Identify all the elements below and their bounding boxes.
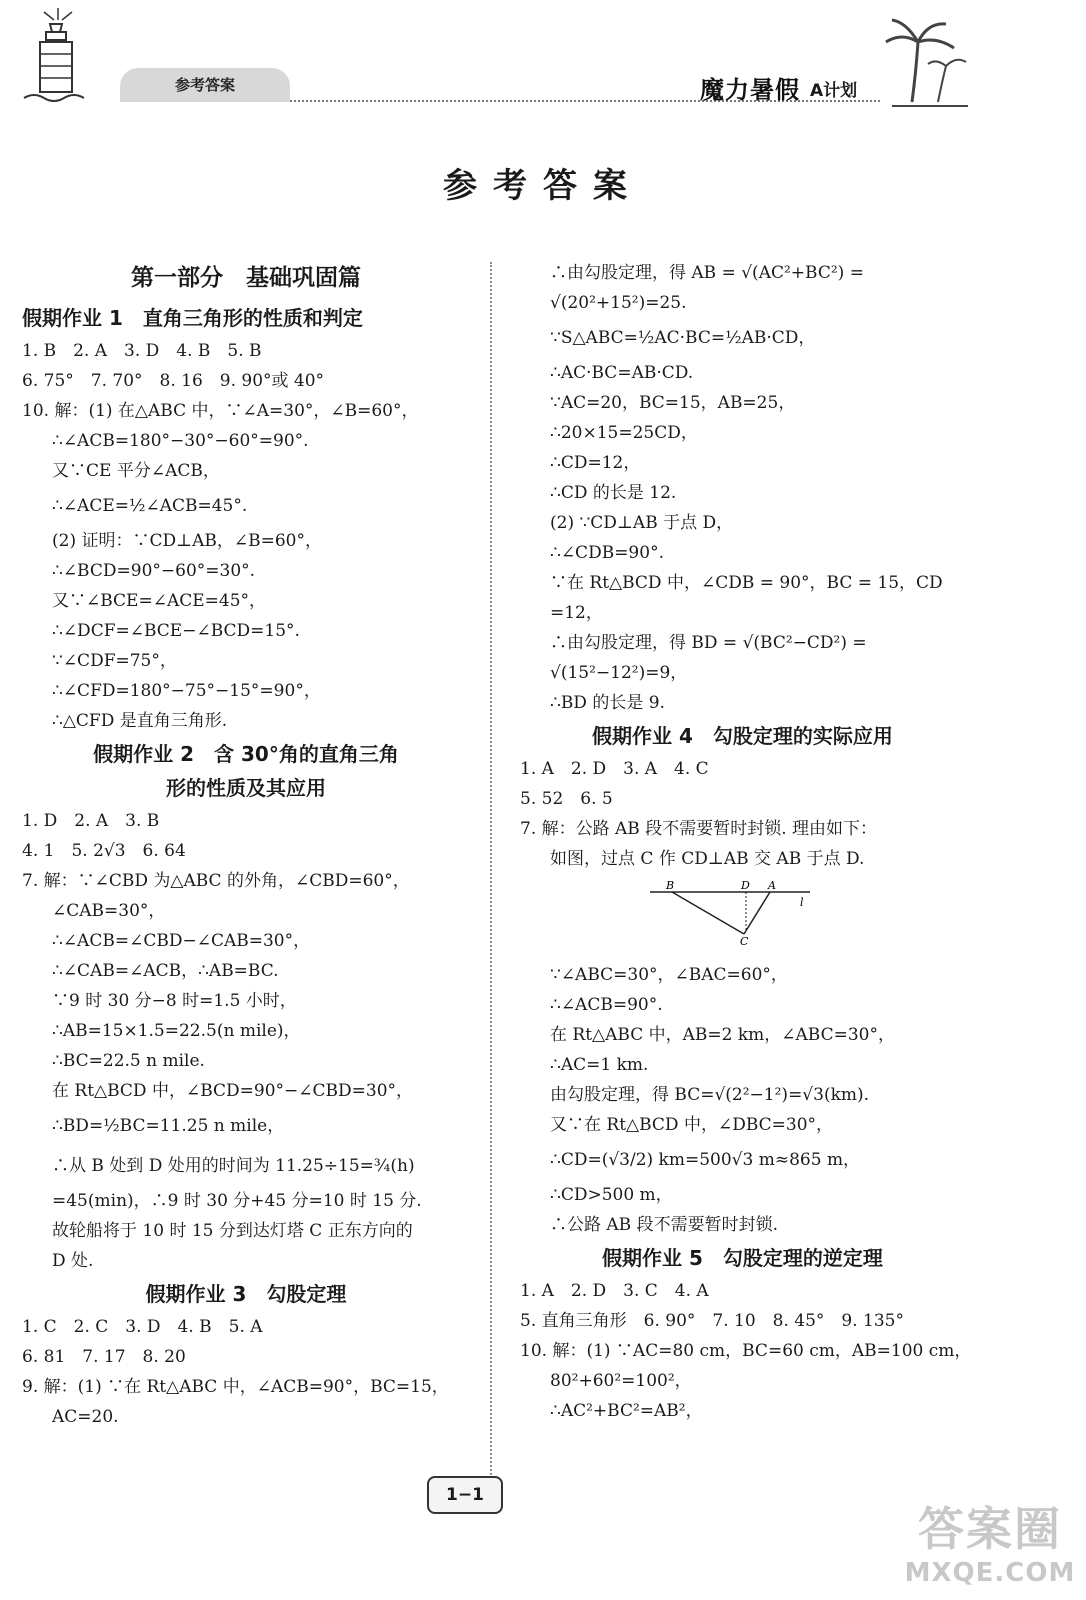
answer-line: ∴∠CDB=90°. — [550, 543, 664, 563]
answer-line: 又∵CE 平分∠ACB， — [52, 461, 220, 481]
section-heading-3: 假期作业 3 勾股定理 — [145, 1282, 347, 1306]
answer-line: √(15²−12²)=9， — [550, 663, 688, 683]
brand-suffix: A计划 — [810, 81, 858, 101]
figure-label-b: B — [666, 879, 675, 892]
answer-line: ∴公路 AB 段不需要暂时封锁. — [550, 1215, 778, 1235]
answer-line: ∵∠CDF=75°， — [52, 651, 177, 671]
answer-line: ∴由勾股定理，得 BD = √(BC²−CD²) = — [550, 633, 867, 653]
right-column — [520, 258, 972, 1426]
column-divider — [490, 262, 492, 1482]
answer-line: =45(min)，∴9 时 30 分+45 分=10 时 15 分. — [52, 1191, 422, 1211]
answer-line: 又∵∠BCE=∠ACE=45°， — [52, 591, 267, 611]
answer-line: 由勾股定理，得 BC=√(2²−1²)=√3(km). — [550, 1085, 870, 1105]
answer-line: ∠CAB=30°， — [52, 901, 166, 921]
answer-line: ∴AC·BC=AB·CD. — [550, 363, 694, 383]
answer-line: ∴∠BCD=90°−60°=30°. — [52, 561, 256, 581]
geometry-figure — [650, 878, 820, 946]
answer-line: ∴BD=½BC=11.25 n mile， — [52, 1116, 285, 1136]
answer-line: 5. 52 6. 5 — [520, 789, 613, 809]
part-title: 第一部分 基础巩固篇 — [131, 265, 361, 291]
watermark — [900, 1500, 1080, 1588]
section-heading-2: 假期作业 2 含 30°角的直角三角 — [93, 742, 399, 766]
answer-line: ∴AC=1 km. — [550, 1055, 649, 1075]
page-header — [0, 0, 1086, 120]
answer-line: ∵S△ABC=½AC·BC=½AB·CD， — [550, 328, 816, 348]
answer-line: ∴BC=22.5 n mile. — [52, 1051, 205, 1071]
answer-line: ∴从 B 处到 D 处用的时间为 11.25÷15=¾(h) — [52, 1156, 415, 1176]
answer-line: ∴CD>500 m， — [550, 1185, 673, 1205]
answer-line: ∴△CFD 是直角三角形. — [52, 711, 228, 731]
answer-line: D 处. — [52, 1251, 94, 1271]
answer-line: ∴CD=(√3/2) km=500√3 m≈865 m， — [550, 1150, 861, 1170]
answer-line: ∴∠CFD=180°−75°−15°=90°， — [52, 681, 321, 701]
figure-label-a: A — [768, 879, 776, 892]
answer-line: ∴BD 的长是 9. — [550, 693, 665, 713]
figure-label-l: l — [800, 896, 804, 909]
answer-line: ∵AC=20，BC=15，AB=25， — [550, 393, 796, 413]
lighthouse-icon — [10, 2, 100, 112]
watermark-text: 答案圈 — [918, 1502, 1062, 1556]
page-number: 1−1 — [427, 1476, 503, 1514]
section-heading-2-cont: 形的性质及其应用 — [166, 776, 326, 800]
answer-line: ∵9 时 30 分−8 时=1.5 小时， — [52, 991, 297, 1011]
answer-line: (2) ∵CD⊥AB 于点 D， — [550, 513, 734, 533]
answer-line: ∴由勾股定理，得 AB = √(AC²+BC²) = — [550, 263, 864, 283]
answer-line: 又∵在 Rt△BCD 中，∠DBC=30°， — [550, 1115, 834, 1135]
answer-line: 故轮船将于 10 时 15 分到达灯塔 C 正东方向的 — [52, 1221, 413, 1241]
answer-line: ∴∠ACB=∠CBD−∠CAB=30°， — [52, 931, 311, 951]
answer-line: ∴∠ACB=90°. — [550, 995, 663, 1015]
answer-line: 7. 解：公路 AB 段不需要暂时封锁. 理由如下： — [520, 819, 878, 839]
answer-line: ∵在 Rt△BCD 中，∠CDB = 90°，BC = 15，CD — [550, 573, 943, 593]
answer-line: 10. 解：(1) ∵AC=80 cm，BC=60 cm，AB=100 cm， — [520, 1341, 972, 1361]
answer-line: ∴∠CAB=∠ACB，∴AB=BC. — [52, 961, 279, 981]
answer-line: 1. D 2. A 3. B — [22, 811, 160, 831]
answer-line: 10. 解：(1) 在△ABC 中，∵∠A=30°，∠B=60°， — [22, 401, 419, 421]
page-title: 参考答案 — [443, 166, 643, 206]
answer-line: 1. C 2. C 3. D 4. B 5. A — [22, 1317, 263, 1337]
brand-name: 魔力暑假 — [700, 76, 800, 104]
answer-line: 5. 直角三角形 6. 90° 7. 10 8. 45° 9. 135° — [520, 1311, 904, 1331]
answer-line: 在 Rt△BCD 中，∠BCD=90°−∠CBD=30°， — [52, 1081, 414, 1101]
section-heading-1: 假期作业 1 直角三角形的性质和判定 — [22, 306, 363, 330]
answer-line: AC=20. — [52, 1407, 119, 1427]
answer-line: (2) 证明：∵CD⊥AB，∠B=60°， — [52, 531, 322, 551]
answer-line: 1. A 2. D 3. A 4. C — [520, 759, 709, 779]
palm-tree-icon — [872, 2, 972, 112]
answer-line: ∵∠ABC=30°，∠BAC=60°， — [550, 965, 788, 985]
answer-line: 6. 81 7. 17 8. 20 — [22, 1347, 186, 1367]
answer-line: =12， — [550, 603, 603, 623]
answer-line: 4. 1 5. 2√3 6. 64 — [22, 841, 186, 861]
answer-line: 80²+60²=100²， — [550, 1371, 692, 1391]
answer-line: √(20²+15²)=25. — [550, 293, 687, 313]
answer-line: ∴CD 的长是 12. — [550, 483, 677, 503]
answer-line: 在 Rt△ABC 中，AB=2 km，∠ABC=30°， — [550, 1025, 895, 1045]
answer-line: 9. 解：(1) ∵在 Rt△ABC 中，∠ACB=90°，BC=15， — [22, 1377, 449, 1397]
figure-label-d: D — [741, 879, 750, 892]
answer-line: ∴AB=15×1.5=22.5(n mile)， — [52, 1021, 301, 1041]
answer-line: ∴∠DCF=∠BCE−∠BCD=15°. — [52, 621, 300, 641]
header-tab: 参考答案 — [120, 68, 290, 102]
answer-line: 1. A 2. D 3. C 4. A — [520, 1281, 709, 1301]
section-heading-4: 假期作业 4 勾股定理的实际应用 — [592, 724, 893, 748]
answer-line: ∴20×15=25CD， — [550, 423, 698, 443]
answer-line: 6. 75° 7. 70° 8. 16 9. 90°或 40° — [22, 371, 325, 391]
answer-line: ∴AC²+BC²=AB²， — [550, 1401, 703, 1421]
answer-line: ∴∠ACB=180°−30°−60°=90°. — [52, 431, 309, 451]
answer-line: 7. 解：∵∠CBD 为△ABC 的外角，∠CBD=60°， — [22, 871, 410, 891]
watermark-url: MXQE.COM — [904, 1558, 1076, 1588]
answer-line: ∴CD=12， — [550, 453, 641, 473]
section-heading-5: 假期作业 5 勾股定理的逆定理 — [602, 1246, 883, 1270]
answer-line: ∴∠ACE=½∠ACB=45°. — [52, 496, 248, 516]
left-column — [22, 258, 470, 1432]
answer-line: 1. B 2. A 3. D 4. B 5. B — [22, 341, 262, 361]
figure-label-c: C — [740, 935, 749, 946]
answer-line: 如图，过点 C 作 CD⊥AB 交 AB 于点 D. — [550, 849, 865, 869]
